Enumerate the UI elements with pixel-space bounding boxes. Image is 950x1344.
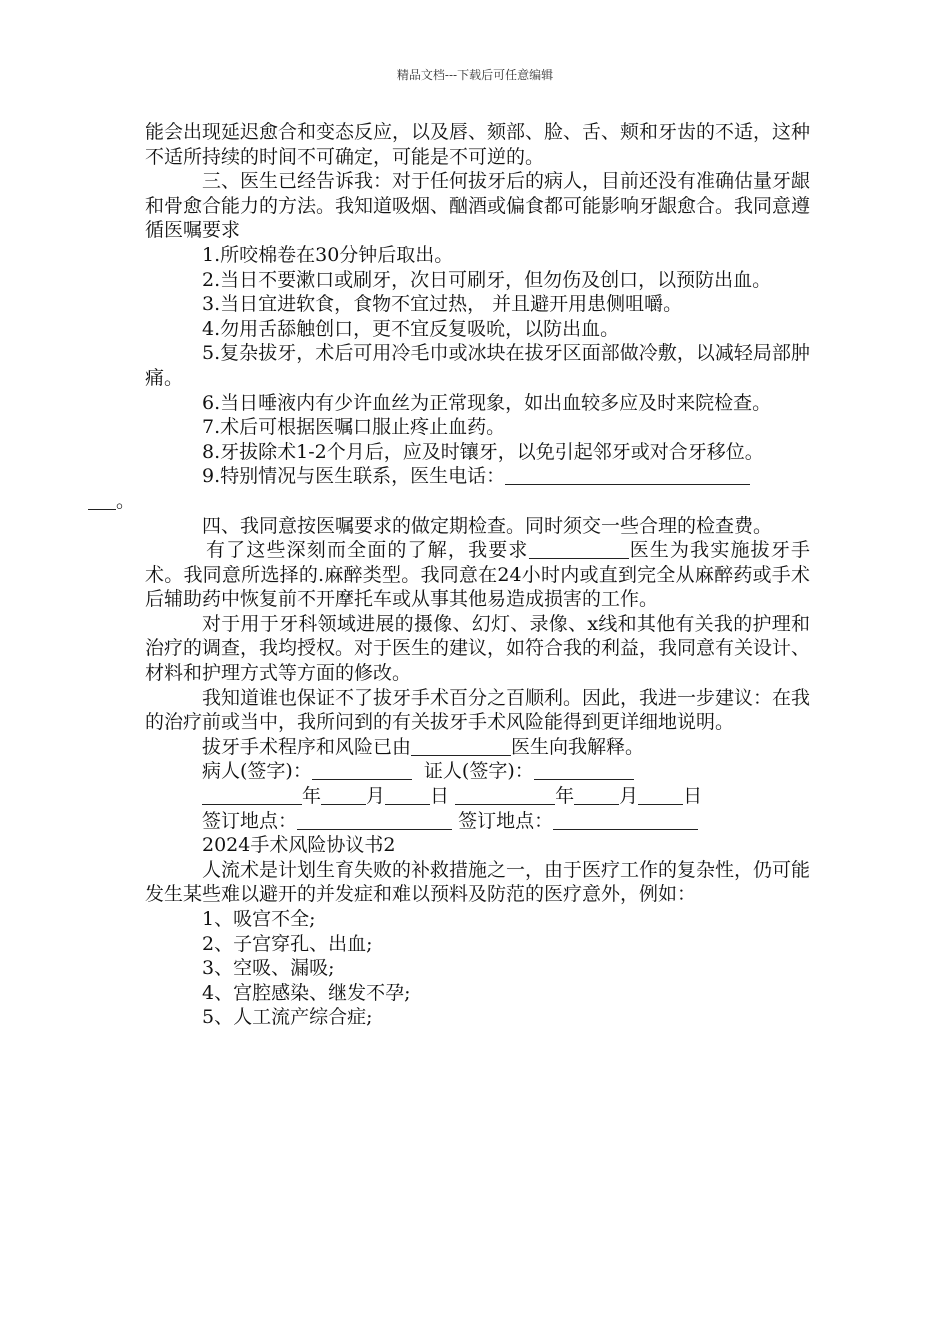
phone-end: 。 — [116, 489, 136, 512]
list-item: 4、宫腔感染、继发不孕; — [202, 981, 411, 1004]
paragraph-intro: 能会出现延迟愈合和变态反应，以及唇、颏部、脸、舌、颊和牙齿的不适，这种不适所持续的时间不可确定，可能是不可逆的。 — [145, 121, 811, 168]
complication-list — [145, 907, 810, 1030]
list-item: 3.当日宜进软食，食物不宜过热， 并且避开用患侧咀嚼。 — [202, 293, 683, 316]
witness-day-blank[interactable] — [638, 786, 683, 805]
witness-place-blank[interactable] — [553, 811, 698, 830]
witness-month-blank[interactable] — [574, 786, 619, 805]
explained-line: 拔牙手术程序和风险已由 医生向我解释。 — [202, 735, 645, 758]
patient-place-blank[interactable] — [297, 811, 452, 830]
paragraph-four: 四、我同意按医嘱要求的做定期检查。同时须交一些合理的检查费。 — [202, 514, 773, 537]
witness-year-blank[interactable] — [455, 786, 555, 805]
list-item: 5、人工流产综合症; — [202, 1006, 373, 1029]
paragraph-authorization: 对于用于牙科领域进展的摄像、幻灯、录像、x线和其他有关我的护理和治疗的调查，我均授权。对于医生的建议，如符合我的利益，我同意有关设计、材料和护理方式等方面的修改。 — [145, 612, 811, 685]
paragraph-abortion: 人流术是计划生育失败的补救措施之一，由于医疗工作的复杂性，仍可能发生某些难以避开的并发症和难以预料及防范的医疗意外，例如： — [145, 858, 811, 906]
doctor-name-blank[interactable] — [529, 540, 629, 559]
patient-signature-blank[interactable] — [312, 761, 412, 780]
list-item: 3、空吸、漏吸; — [202, 957, 335, 980]
signature-line: 病人(签字)： 证人(签字)： — [145, 759, 810, 784]
date-line: 年 月 日 年 月 日 — [145, 784, 810, 809]
list-item: 2.当日不要漱口或刷牙，次日可刷牙，但勿伤及创口，以预防出血。 — [202, 268, 772, 291]
paragraph-consent: 有了这些深刻而全面的了解，我要求 医生为我实施拔牙手术。我同意所选择的.麻醉类型。我同意在24小时内或直到完全从麻醉药或手术后辅助药中恢复前不开摩托车或从事其他易造成损害的工作。 — [145, 539, 810, 611]
list-item: 2、子宫穿孔、出血; — [202, 932, 373, 955]
paragraph-knowledge: 我知道谁也保证不了拔牙手术百分之百顺利。因此，我进一步建议：在我的治疗前或当中，我所问到的有关拔牙手术风险能得到更详细地说明。 — [145, 686, 811, 734]
phone-label: 9.特别情况与医生联系，医生电话： — [202, 465, 506, 488]
explaining-doctor-blank[interactable] — [411, 737, 511, 756]
list-item-phone — [116, 464, 810, 513]
patient-day-blank[interactable] — [385, 786, 430, 805]
list-item: 8.牙拔除术1-2个月后，应及时镶牙，以免引起邻牙或对合牙移位。 — [202, 440, 764, 463]
list-item: 6.当日唾液内有少许血丝为正常现象，如出血较多应及时来院检查。 — [202, 391, 772, 414]
list-item: 7.术后可根据医嘱口服止疼止血药。 — [202, 416, 506, 439]
patient-month-blank[interactable] — [321, 786, 366, 805]
list-item: 5.复杂拔牙，术后可用冷毛巾或冰块在拔牙区面部做冷敷，以减轻局部肿痛。 — [145, 342, 810, 389]
phone-blank[interactable] — [505, 466, 750, 485]
document-body — [116, 120, 811, 1030]
page-header: 精品文档---下载后可任意编辑 — [396, 68, 554, 82]
phone-blank-cont[interactable] — [88, 491, 116, 510]
witness-signature-blank[interactable] — [534, 761, 634, 780]
instruction-list — [116, 243, 810, 514]
list-item: 4.勿用舌舔触创口，更不宜反复吸吮，以防出血。 — [202, 317, 620, 340]
paragraph-three: 三、医生已经告诉我：对于任何拔牙后的病人，目前还没有准确估量牙龈和骨愈合能力的方法。我知道吸烟、酗酒或偏食都可能影响牙龈愈合。我同意遵循医嘱要求 — [145, 170, 811, 242]
patient-year-blank[interactable] — [202, 786, 302, 805]
place-line: 签订地点： 签订地点： — [145, 809, 810, 834]
list-item: 1.所咬棉卷在30分钟后取出。 — [202, 243, 454, 266]
list-item: 1、吸宫不全; — [202, 908, 316, 930]
section-title-2: 2024手术风险协议书2 — [202, 834, 396, 857]
